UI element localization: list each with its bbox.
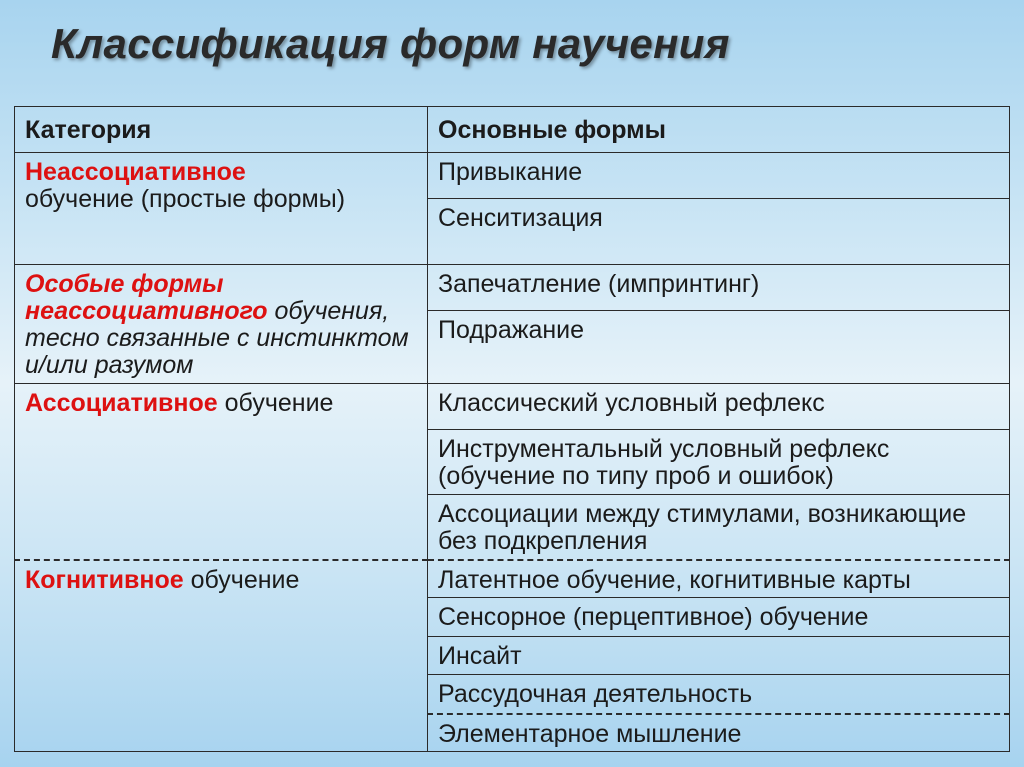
form-cell: Латентное обучение, когнитивные карты (428, 560, 1010, 598)
category-cell (15, 384, 428, 560)
form-cell: Подражание (428, 311, 1010, 384)
form-cell: Инструментальный условный рефлекс (обучение по типу проб и ошибок) (428, 430, 1010, 495)
category-cell (15, 560, 428, 752)
category-cell (15, 153, 428, 265)
table-row (15, 384, 1010, 430)
header-main-forms: Основные формы (428, 107, 1010, 153)
category-text: обучение (224, 389, 334, 417)
form-cell: Инсайт (428, 637, 1010, 675)
table-row (15, 153, 1010, 199)
category-cell (15, 265, 428, 384)
classification-table (14, 106, 1010, 752)
form-cell: Сенсорное (перцептивное) обучение (428, 598, 1010, 637)
header-category: Категория (15, 107, 428, 153)
table-row (15, 265, 1010, 311)
category-highlight: Особые формы неассоциативного (25, 270, 268, 325)
table-header-row (15, 107, 1010, 153)
form-cell: Запечатление (импринтинг) (428, 265, 1010, 311)
category-text: обучения, тесно связанные с инстинктом и/или разумом (25, 297, 409, 379)
category-highlight: Когнитивное (25, 565, 184, 594)
form-cell: Сенситизация (428, 199, 1010, 265)
form-cell: Классический условный рефлекс (428, 384, 1010, 430)
category-highlight: Неассоциативное (25, 158, 246, 186)
category-highlight: Ассоциативное (25, 389, 218, 417)
form-cell: Рассудочная деятельность (428, 675, 1010, 714)
table-row (15, 560, 1010, 598)
form-cell: Элементарное мышление (428, 714, 1010, 752)
category-text: обучение (простые формы) (25, 185, 346, 213)
category-text: обучение (190, 565, 300, 594)
form-cell: Привыкание (428, 153, 1010, 199)
page-title: Классификация форм научения (51, 20, 730, 67)
form-cell: Ассоциации между стимулами, возникающие без подкрепления (428, 495, 1010, 560)
